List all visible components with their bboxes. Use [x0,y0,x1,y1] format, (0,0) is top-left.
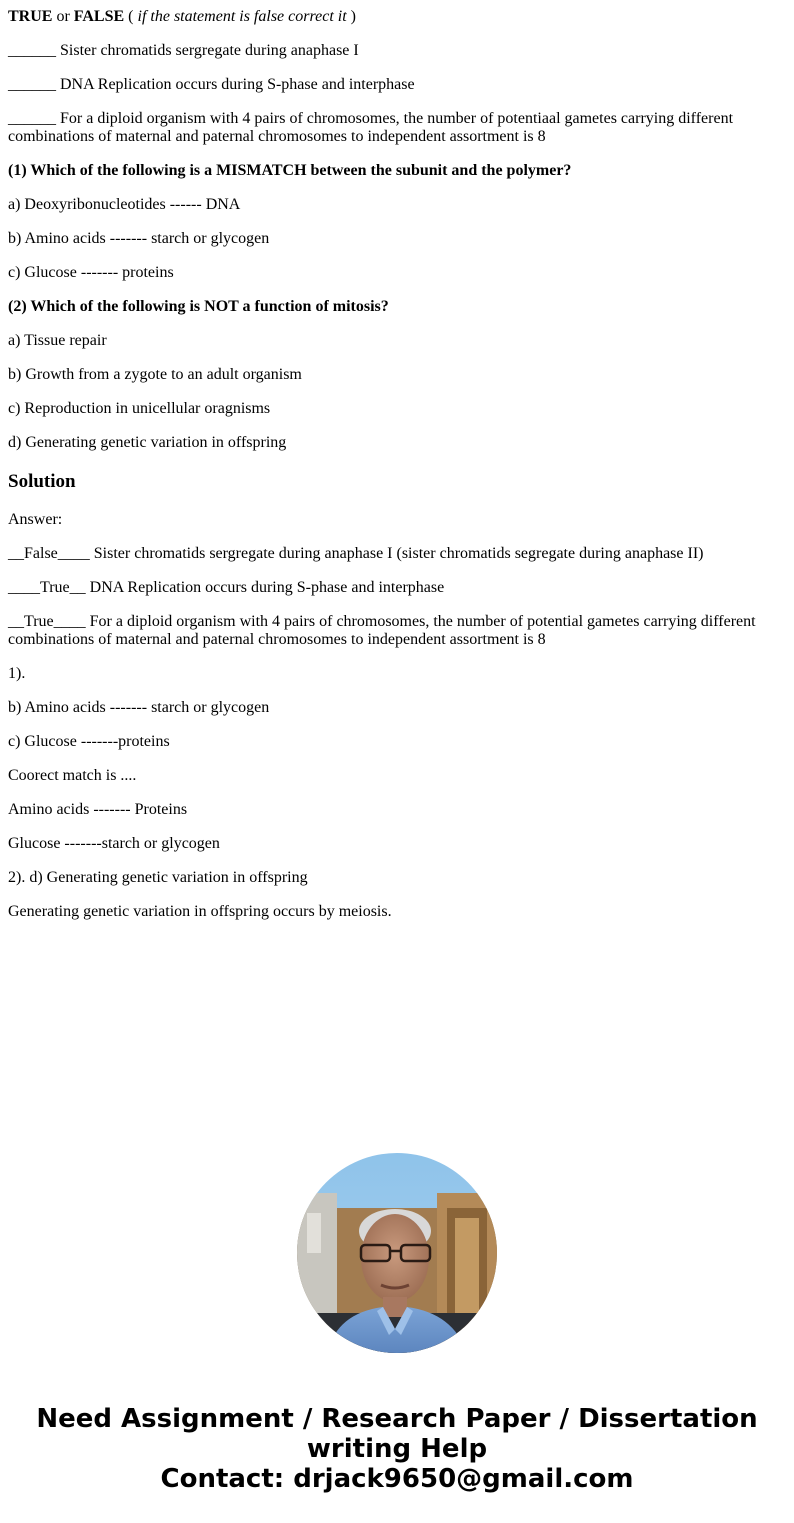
false-label: FALSE [73,8,125,25]
question-2-option-d: d) Generating genetic variation in offspring [8,434,287,451]
promo-banner [0,1404,794,1494]
open-paren: ( [124,8,138,25]
true-false-instructions [8,8,778,26]
correct-match-1: Amino acids ------- Proteins [8,801,188,818]
true-label: TRUE [8,8,53,25]
answer-statement-3: __True____ For a diploid organism with 4 pairs of chromosomes, the number of potential gametes carrying different combinations of maternal and paternal chromosomes to independent assortment is 8 [8,613,756,648]
or-label: or [52,8,74,25]
promo-contact: Contact: drjack9650@gmail.com [160,1464,634,1494]
question-2-option-c: c) Reproduction in unicellular oragnisms [8,400,271,417]
answer-1-line-b: b) Amino acids ------- starch or glycogen [8,699,270,716]
answer-statement-1: __False____ Sister chromatids sergregate during anaphase I (sister chromatids segregate during anaphase II) [8,545,704,562]
solution-heading: Solution [8,471,76,492]
statement-3: ______ For a diploid organism with 4 pairs of chromosomes, the number of potentiaal gametes carrying different combinations of maternal and paternal chromosomes to independent assortment is 8 [8,110,734,145]
author-photo [297,1153,497,1353]
answer-1-label: 1). [8,665,26,682]
question-1-option-a: a) Deoxyribonucleotides ------ DNA [8,196,241,213]
promo-line-1: Need Assignment / Research Paper / Dissertation [36,1404,758,1434]
question-2-option-a: a) Tissue repair [8,332,107,349]
portrait-image [297,1153,497,1353]
question-1-option-c: c) Glucose ------- proteins [8,264,174,281]
answer-2: 2). d) Generating genetic variation in offspring [8,869,308,886]
answer-1-line-c: c) Glucose -------proteins [8,733,170,750]
question-1-option-b: b) Amino acids ------- starch or glycogen [8,230,270,247]
promo-line-2: writing Help [306,1434,488,1464]
instruction-text: if the statement is false correct it [137,8,347,25]
correct-match-label: Coorect match is .... [8,767,137,784]
question-1-prompt: (1) Which of the following is a MISMATCH between the subunit and the polymer? [8,162,572,179]
correct-match-2: Glucose -------starch or glycogen [8,835,220,852]
question-2-option-b: b) Growth from a zygote to an adult organism [8,366,302,383]
statement-1: ______ Sister chromatids sergregate during anaphase I [8,42,359,59]
answer-label: Answer: [8,511,63,528]
close-paren: ) [346,8,356,25]
answer-2-explanation: Generating genetic variation in offspring occurs by meiosis. [8,903,392,920]
answer-statement-2: ____True__ DNA Replication occurs during S-phase and interphase [8,579,445,596]
question-2-prompt: (2) Which of the following is NOT a function of mitosis? [8,298,389,315]
statement-2: ______ DNA Replication occurs during S-phase and interphase [8,76,415,93]
